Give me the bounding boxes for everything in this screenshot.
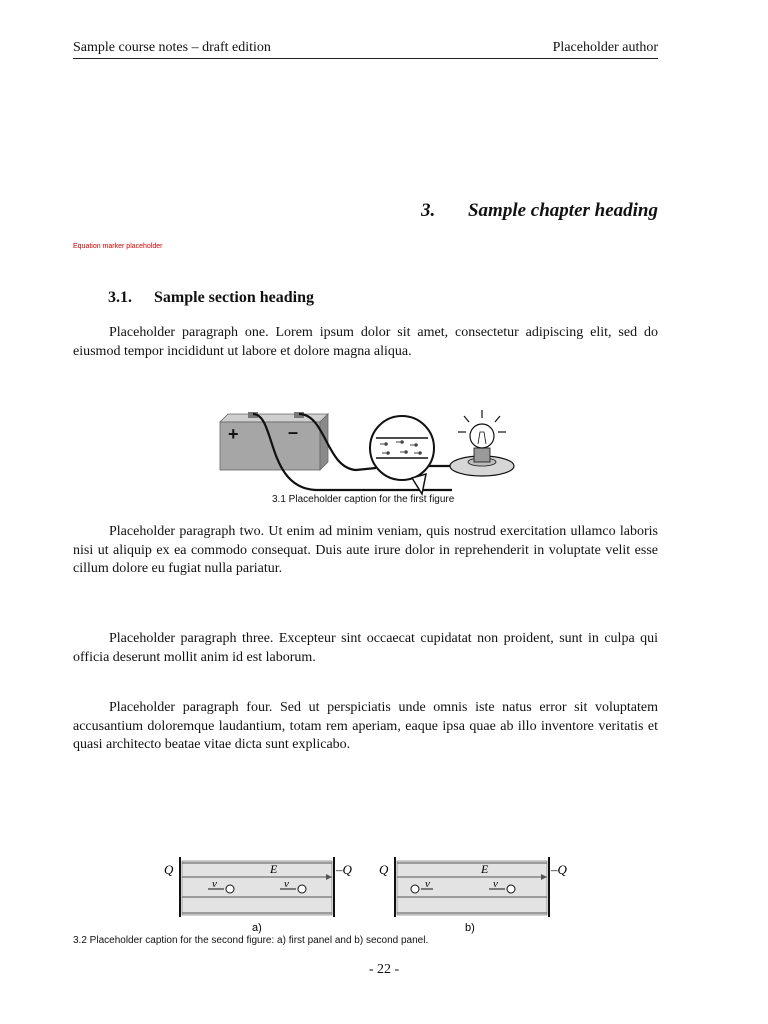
figure-panel-a xyxy=(160,855,360,935)
header-left: Sample course notes – draft edition xyxy=(73,40,271,55)
chapter-number: 3. xyxy=(420,200,436,221)
panel-a-velocity-2: v xyxy=(284,878,289,890)
panel-a-right-charge: –Q xyxy=(336,862,352,877)
panel-b-label: b) xyxy=(465,922,475,934)
paragraph-4: Placeholder paragraph four. Sed ut perspiciatis unde omnis iste natus error sit voluptatem accusantium doloremque laudantium, totam rem aperiam, eaque ipsa quae ab illo inventore veritatis et quasi architecto beatae vitae dicta sunt explicabo. xyxy=(73,700,658,752)
chapter-title: Sample chapter heading xyxy=(467,200,658,221)
header-right: Placeholder author xyxy=(552,40,658,55)
minus-sign: – xyxy=(288,422,299,442)
section-heading xyxy=(108,289,314,307)
panel-b-right-charge: –Q xyxy=(551,862,567,877)
plus-sign: + xyxy=(228,424,239,444)
panel-b-field-label: E xyxy=(481,862,489,876)
paragraph-3: Placeholder paragraph three. Excepteur sint occaecat cupidatat non proident, sunt in culpa qui officia deserunt mollit anim id est laborum. xyxy=(73,631,658,665)
figure-panel-b xyxy=(375,855,575,935)
equation-marker: Equation marker placeholder xyxy=(73,243,163,250)
panel-a-velocity-1: v xyxy=(212,878,217,890)
section-number: 3.1. xyxy=(108,289,132,306)
page-number: - 22 - xyxy=(368,962,400,977)
section-title: Sample section heading xyxy=(154,289,315,306)
paragraph-1: Placeholder paragraph one. Lorem ipsum dolor sit amet, consectetur adipiscing elit, sed do eiusmod tempor incididunt ut labore et dolore magna aliqua. xyxy=(73,325,658,359)
panel-a-label: a) xyxy=(252,922,262,934)
chapter-heading xyxy=(421,200,658,222)
panel-b-velocity-1: v xyxy=(425,878,430,890)
panel-a-field-label: E xyxy=(270,862,278,876)
panel-a-left-charge: Q xyxy=(164,862,174,877)
figure-battery-bulb xyxy=(216,408,546,498)
paragraph-2: Placeholder paragraph two. Ut enim ad minim veniam, quis nostrud exercitation ullamco laboris nisi ut aliquip ex ea commodo consequat. Duis aute irure dolor in reprehenderit in voluptate velit esse cillum dolore eu fugiat nulla pariatur. xyxy=(73,524,658,576)
panel-b-velocity-2: v xyxy=(493,878,498,890)
page-header xyxy=(73,40,658,59)
panel-b-left-charge: Q xyxy=(379,862,389,877)
figure-1-caption: 3.1 Placeholder caption for the first figure xyxy=(272,494,455,505)
figure-2-caption: 3.2 Placeholder caption for the second figure: a) first panel and b) second panel. xyxy=(73,935,429,946)
